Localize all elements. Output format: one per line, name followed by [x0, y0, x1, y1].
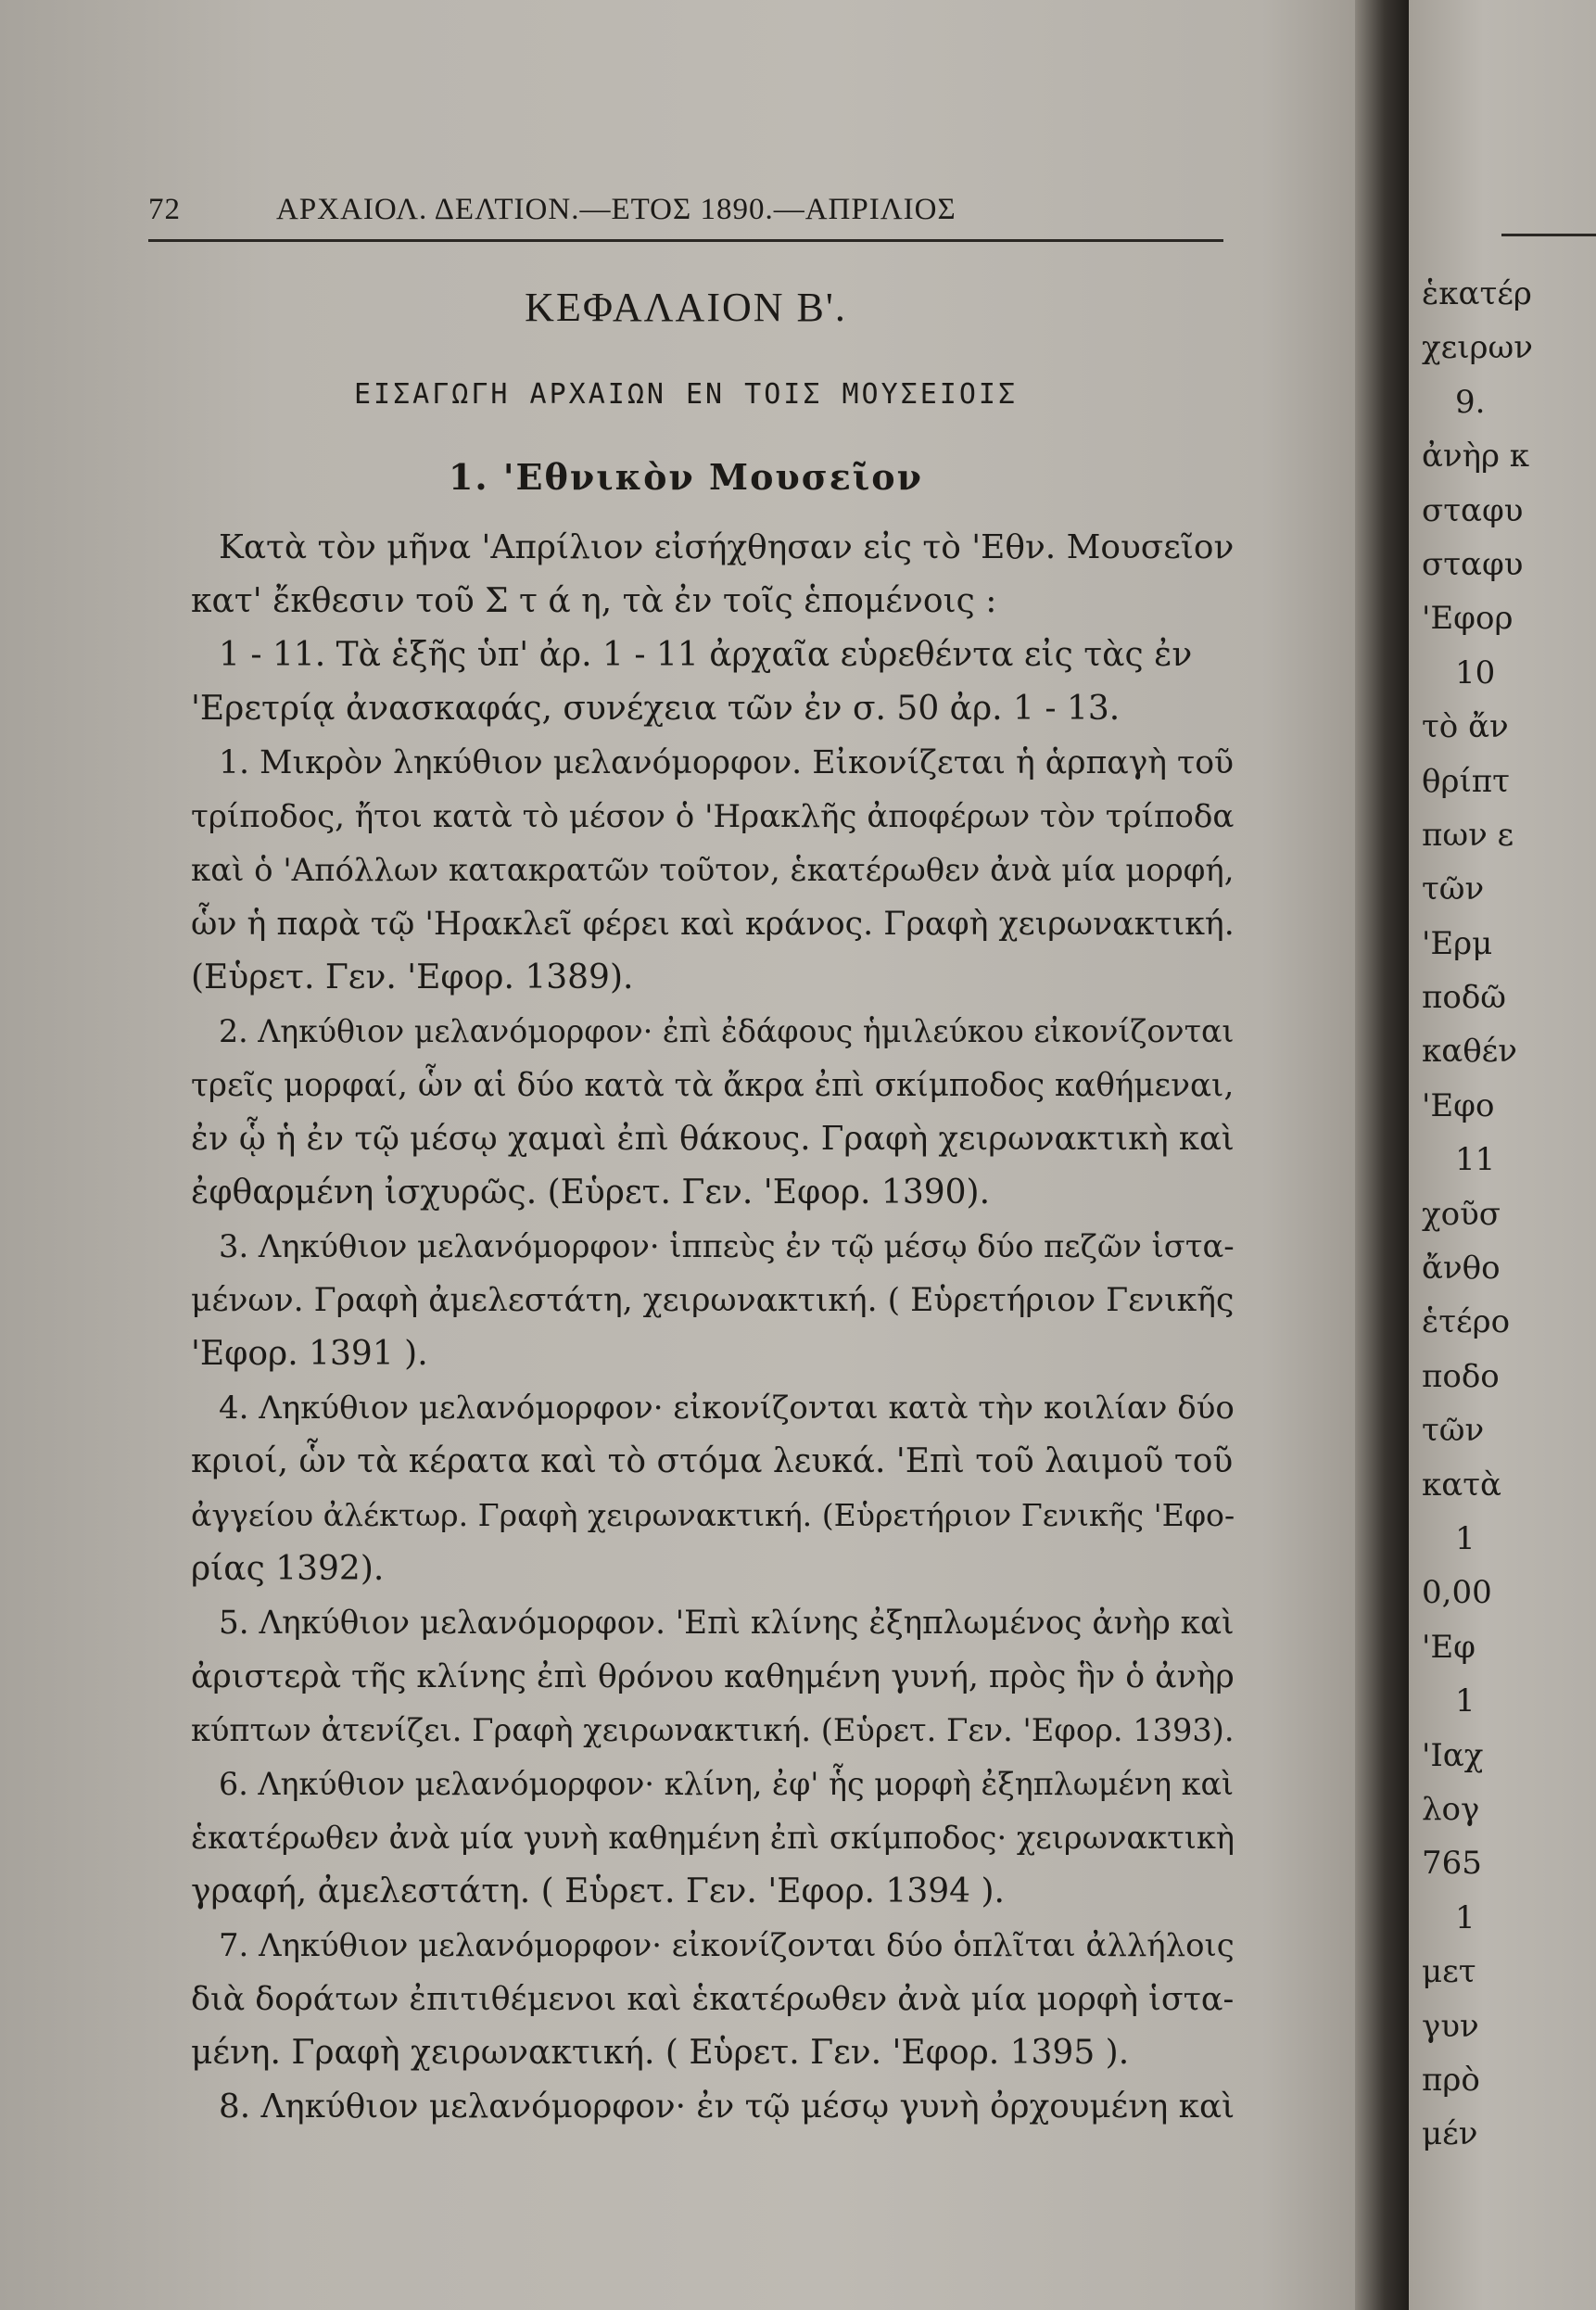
- text-line: γραφή, ἀμελεστάτη. ( Εὑρετ. Γεν. 'Εφορ. 1394 ).: [191, 1872, 1005, 1910]
- chapter-subtitle: ΕΙΣΑΓΩΓΗ ΑΡΧΑΙΩΝ ΕΝ ΤΟΙΣ ΜΟΥΣΕΙΟΙΣ: [353, 378, 1019, 411]
- right-text-fragment: πων ε: [1422, 816, 1514, 854]
- right-text-fragment: 1: [1455, 1519, 1476, 1557]
- right-header-rule: [1501, 234, 1596, 236]
- right-text-fragment: λογ: [1422, 1790, 1480, 1828]
- right-text-fragment: μετ: [1422, 1953, 1476, 1991]
- page-number: 72: [148, 193, 181, 226]
- text-line: ρίας 1392).: [191, 1550, 385, 1588]
- text-line: Κατὰ τὸν μῆνα 'Απρίλιον εἰσήχθησαν εἰς τὸ 'Εθν. Μουσεῖον: [219, 528, 1235, 566]
- section-heading: 1. 'Εθνικὸν Μουσεῖον: [448, 456, 923, 498]
- right-text-fragment: 'Εφορ: [1422, 600, 1514, 638]
- right-text-fragment: ποδῶ: [1422, 979, 1507, 1017]
- right-text-fragment: 'Εφ: [1422, 1628, 1476, 1666]
- text-line: 2. Ληκύθιον μελανόμορφον· ἐπὶ ἐδάφους ἡμιλεύκου εἰκονίζονται: [219, 1013, 1235, 1049]
- running-head: [148, 193, 1223, 230]
- right-text-fragment: 'Ερμ: [1422, 924, 1493, 962]
- text-line: ἑκατέρωθεν ἀνὰ μία γυνὴ καθημένη ἐπὶ σκίμποδος· χειρωνακτικὴ: [191, 1820, 1235, 1856]
- text-line: ἀριστερὰ τῆς κλίνης ἐπὶ θρόνου καθημένη γυνή, πρὸς ἣν ὁ ἀνὴρ: [191, 1658, 1235, 1695]
- chapter-heading: ΚΕΦΑΛΑΙΟΝ Β'.: [525, 285, 847, 330]
- text-line: τρίποδος, ἤτοι κατὰ τὸ μέσον ὁ 'Ηρακλῆς ἀποφέρων τὸν τρίποδα: [191, 798, 1235, 835]
- text-line: 3. Ληκύθιον μελανόμορφον· ἱππεὺς ἐν τῷ μέσῳ δύο πεζῶν ἱστα-: [219, 1228, 1235, 1264]
- text-line: ἀγγείου ἀλέκτωρ. Γραφὴ χειρωνακτική. (Εὑρετήριον Γενικῆς 'Εφο-: [191, 1497, 1235, 1533]
- right-text-fragment: πρὸ: [1422, 2061, 1480, 2099]
- right-text-fragment: χοῦσ: [1422, 1195, 1501, 1233]
- right-text-fragment: τῶν: [1422, 1412, 1485, 1450]
- text-line: (Εὑρετ. Γεν. 'Εφορ. 1389).: [191, 958, 634, 996]
- text-line: ἐφθαρμένη ἰσχυρῶς. (Εὑρετ. Γεν. 'Εφορ. 1390).: [191, 1174, 991, 1212]
- text-line: τρεῖς μορφαί, ὧν αἱ δύο κατὰ τὰ ἄκρα ἐπὶ σκίμποδος καθήμεναι,: [191, 1067, 1235, 1104]
- right-text-fragment: ἄνθο: [1422, 1250, 1501, 1288]
- text-line: κύπτων ἀτενίζει. Γραφὴ χειρωνακτική. (Εὑρετ. Γεν. 'Εφορ. 1393).: [191, 1712, 1235, 1748]
- text-line: ἐν ᾧ ἡ ἐν τῷ μέσῳ χαμαὶ ἐπὶ θάκους. Γραφὴ χειρωνακτικὴ καὶ: [191, 1120, 1235, 1158]
- right-text-fragment: κατὰ: [1422, 1466, 1501, 1504]
- text-line: 6. Ληκύθιον μελανόμορφον· κλίνη, ἐφ' ἧς μορφὴ ἐξηπλωμένη καὶ: [219, 1766, 1235, 1802]
- text-line: διὰ δοράτων ἐπιτιθέμενοι καὶ ἑκατέρωθεν ἀνὰ μία μορφὴ ἱστα-: [191, 1981, 1235, 2018]
- text-line: μένη. Γραφὴ χειρωνακτική. ( Εὑρετ. Γεν. 'Εφορ. 1395 ).: [191, 2034, 1130, 2072]
- text-line: 1. Μικρὸν ληκύθιον μελανόμορφον. Εἰκονίζεται ἡ ἁρπαγὴ τοῦ: [219, 744, 1235, 781]
- right-page-edge: [1409, 0, 1596, 2310]
- text-line: 7. Ληκύθιον μελανόμορφον· εἰκονίζονται δύο ὁπλῖται ἀλλήλοις: [219, 1927, 1235, 1963]
- right-text-fragment: θρίπτ: [1422, 762, 1510, 800]
- right-text-fragment: μέν: [1422, 2115, 1478, 2153]
- right-text-fragment: 11: [1455, 1141, 1496, 1179]
- header-rule: [148, 239, 1223, 242]
- book-gutter: [1355, 0, 1409, 2310]
- text-line: ὧν ἡ παρὰ τῷ 'Ηρακλεῖ φέρει καὶ κράνος. Γραφὴ χειρωνακτική.: [191, 906, 1235, 943]
- right-text-fragment: χειρων: [1422, 329, 1533, 367]
- right-text-fragment: σταφυ: [1422, 491, 1524, 529]
- text-line: 5. Ληκύθιον μελανόμορφον. 'Επὶ κλίνης ἐξηπλωμένος ἀνὴρ καὶ: [219, 1605, 1235, 1642]
- body-text: [191, 521, 1235, 2134]
- text-line: καὶ ὁ 'Απόλλων κατακρατῶν τοῦτον, ἑκατέρωθεν ἀνὰ μία μορφή,: [191, 852, 1235, 888]
- right-text-fragment: 9.: [1455, 383, 1486, 421]
- right-text-fragment: σταφυ: [1422, 545, 1524, 583]
- right-text-fragment: 0,00: [1422, 1574, 1492, 1612]
- right-text-fragment: 10: [1455, 654, 1496, 692]
- right-text-fragment: γυν: [1422, 2007, 1479, 2045]
- text-line: 'Εφορ. 1391 ).: [191, 1335, 428, 1373]
- text-line: 'Ερετρίᾳ ἀνασκαφάς, συνέχεια τῶν ἐν σ. 50 ἀρ. 1 - 13.: [191, 690, 1121, 728]
- right-text-fragment: ποδο: [1422, 1357, 1500, 1395]
- right-page-text: [1422, 267, 1596, 2162]
- right-text-fragment: καθέν: [1422, 1033, 1517, 1071]
- right-text-fragment: ἑκατέρ: [1422, 275, 1532, 312]
- text-line: κριοί, ὧν τὰ κέρατα καὶ τὸ στόμα λευκά. 'Επὶ τοῦ λαιμοῦ τοῦ: [191, 1442, 1234, 1480]
- right-text-fragment: 'Ιαχ: [1422, 1736, 1484, 1774]
- right-text-fragment: 'Εφο: [1422, 1086, 1495, 1124]
- right-text-fragment: 1: [1455, 1898, 1476, 1936]
- text-line: 4. Ληκύθιον μελανόμορφον· εἰκονίζονται κατὰ τὴν κοιλίαν δύο: [219, 1390, 1235, 1427]
- right-text-fragment: ἀνὴρ κ: [1422, 438, 1530, 476]
- text-line: κατ' ἔκθεσιν τοῦ Σ τ ά η, τὰ ἐν τοῖς ἑπομένοις :: [191, 582, 997, 620]
- right-text-fragment: τῶν: [1422, 870, 1485, 908]
- running-title: ΑΡΧΑΙΟΛ. ΔΕΛΤΙΟΝ.—ΕΤΟΣ 1890.—ΑΠΡΙΛΙΟΣ: [276, 193, 956, 226]
- right-text-fragment: τὸ ἄν: [1422, 708, 1509, 746]
- text-line: 8. Ληκύθιον μελανόμορφον· ἐν τῷ μέσῳ γυνὴ ὀρχουμένη καὶ: [219, 2088, 1235, 2126]
- right-text-fragment: 1: [1455, 1682, 1476, 1720]
- right-text-fragment: ἑτέρο: [1422, 1303, 1511, 1341]
- text-line: 1 - 11. Τὰ ἑξῆς ὑπ' ἀρ. 1 - 11 ἀρχαῖα εὑρεθέντα εἰς τὰς ἐν: [219, 636, 1193, 674]
- right-text-fragment: 765: [1422, 1845, 1482, 1883]
- text-line: μένων. Γραφὴ ἀμελεστάτη, χειρωνακτική. ( Εὑρετήριον Γενικῆς: [191, 1282, 1235, 1319]
